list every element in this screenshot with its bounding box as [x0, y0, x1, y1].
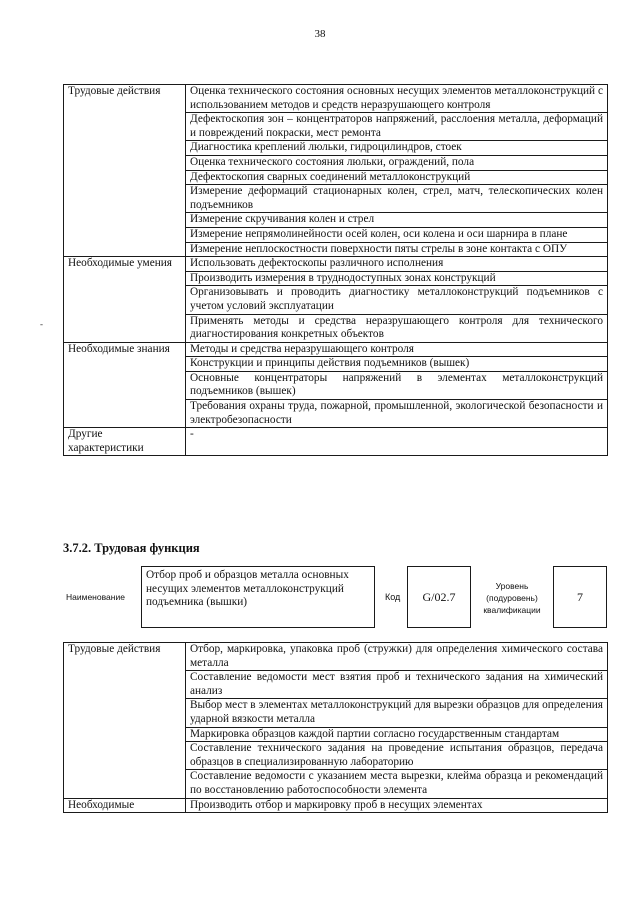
row-category: Трудовые действия [64, 643, 186, 799]
row-item: Составление ведомости с указанием места вырезки, клейма образца и рекомендаций по восстановлению работоспособности элемента [186, 770, 608, 798]
row-category: Необходимые [64, 798, 186, 813]
row-item: Конструкции и принципы действия подъемников (вышек) [186, 357, 608, 372]
row-item: Дефектоскопия сварных соединений металлоконструкций [186, 170, 608, 185]
table-row [64, 798, 608, 813]
table-row [64, 85, 608, 113]
row-item: Измерение деформаций стационарных колен, стрел, матч, телескопических колен подъемников [186, 185, 608, 213]
row-item: Измерение скручивания колен и стрел [186, 213, 608, 228]
row-item: Производить измерения в труднодоступных зонах конструкций [186, 271, 608, 286]
page-number: 38 [314, 28, 326, 40]
table-row [64, 257, 608, 272]
code-value: G/02.7 [407, 566, 471, 628]
qualification-level-label: Уровень (подуровень) квалификации [483, 581, 541, 615]
row-item: Маркировка образцов каждой партии согласно государственным стандартам [186, 727, 608, 742]
row-category: Необходимые знания [64, 342, 186, 428]
row-category: Трудовые действия [64, 85, 186, 257]
row-item: Выбор мест в элементах металлоконструкций для вырезки образцов для определения ударной вязкости металла [186, 699, 608, 727]
row-item: Измерение непрямолинейности осей колен, оси колена и оси шарнира в плане [186, 227, 608, 242]
row-item: Диагностика креплений люльки, гидроцилиндров, стоек [186, 141, 608, 156]
table-row [64, 342, 608, 357]
code-label: Код [385, 592, 401, 602]
requirements-table-2 [63, 642, 608, 813]
row-item: Основные концентраторы напряжений в элементах металлоконструкций подъемников (вышек) [186, 371, 608, 399]
function-name-value: Отбор проб и образцов металла основных несущих элементов металлоконструкций подъемника (вышки) [141, 566, 375, 628]
row-item: Отбор, маркировка, упаковка проб (стружки) для определения химического состава металла [186, 643, 608, 671]
row-item: Оценка технического состояния люльки, ограждений, пола [186, 155, 608, 170]
row-item: Оценка технического состояния основных несущих элементов металлоконструкций с использованием методов и средств неразрушающего контроля [186, 85, 608, 113]
row-category: Другие характеристики [64, 428, 186, 456]
row-item: Измерение неплоскостности поверхности пяты стрелы в зоне контакта с ОПУ [186, 242, 608, 257]
row-item: Производить отбор и маркировку проб в несущих элементах [186, 798, 608, 813]
row-item: - [186, 428, 608, 456]
margin-mark: - [40, 319, 43, 329]
qualification-level-value: 7 [553, 566, 607, 628]
table-row [64, 643, 608, 671]
row-category: Необходимые умения [64, 257, 186, 343]
row-item: Методы и средства неразрушающего контроля [186, 342, 608, 357]
table-row [64, 428, 608, 456]
row-item: Применять методы и средства неразрушающего контроля для технического диагностирования конкретных объектов [186, 314, 608, 342]
function-name-label: Наименование [66, 592, 125, 602]
row-item: Требования охраны труда, пожарной, промышленной, экологической безопасности и электробезопасности [186, 400, 608, 428]
row-item: Использовать дефектоскопы различного исполнения [186, 257, 608, 272]
row-item: Составление ведомости мест взятия проб и технического задания на химический анализ [186, 671, 608, 699]
row-item: Организовывать и проводить диагностику металлоконструкций подъемников с учетом условий эксплуатации [186, 286, 608, 314]
section-title: 3.7.2. Трудовая функция [63, 541, 200, 555]
row-item: Дефектоскопия зон – концентраторов напряжений, расслоения металла, деформаций и повреждений покраски, мест ремонта [186, 113, 608, 141]
row-item: Составление технического задания на проведение испытания образцов, передача образцов в специализированную лабораторию [186, 742, 608, 770]
requirements-table-1 [63, 84, 608, 456]
